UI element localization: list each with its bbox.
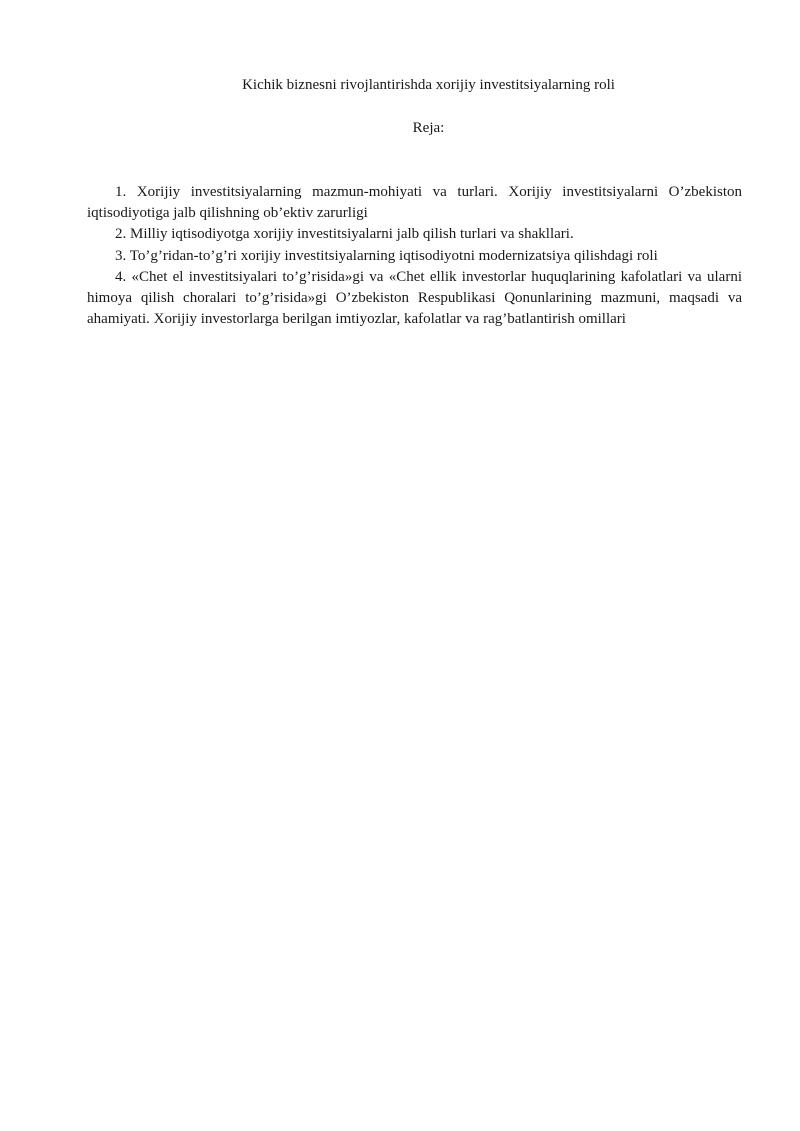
plan-item-1: 1. Xorijiy investitsiyalarning mazmun-mohiyati va turlari. Xorijiy investitsiyalarni O’zbekiston iqtisodiyotiga jalb qilishning ob’ektiv zarurligi xyxy=(87,184,742,222)
plan-heading: Reja: xyxy=(412,120,445,136)
plan-list xyxy=(87,182,742,330)
document-title: Kichik biznesni rivojlantirishda xorijiy investitsiyalarning roli xyxy=(242,77,615,93)
plan-item-3: 3. To’g’ridan-to’g’ri xorijiy investitsiyalarning iqtisodiyotni modernizatsiya qilishdagi roli xyxy=(115,247,658,264)
plan-item-2: 2. Milliy iqtisodiyotga xorijiy investitsiyalarni jalb qilish turlari va shakllari. xyxy=(115,226,574,243)
plan-item-4: 4. «Chet el investitsiyalari to’g’risida»gi va «Chet ellik investorlar huquqlarining kafolatlari va ularni himoya qilish choralari to’g’risida»gi O’zbekiston Respublikasi Qonunlarining mazmuni, maqsadi va ahamiyati. Xorijiy investorlarga berilgan imtiyozlar, kafolatlar va rag’batlantirish omillari xyxy=(87,268,742,328)
